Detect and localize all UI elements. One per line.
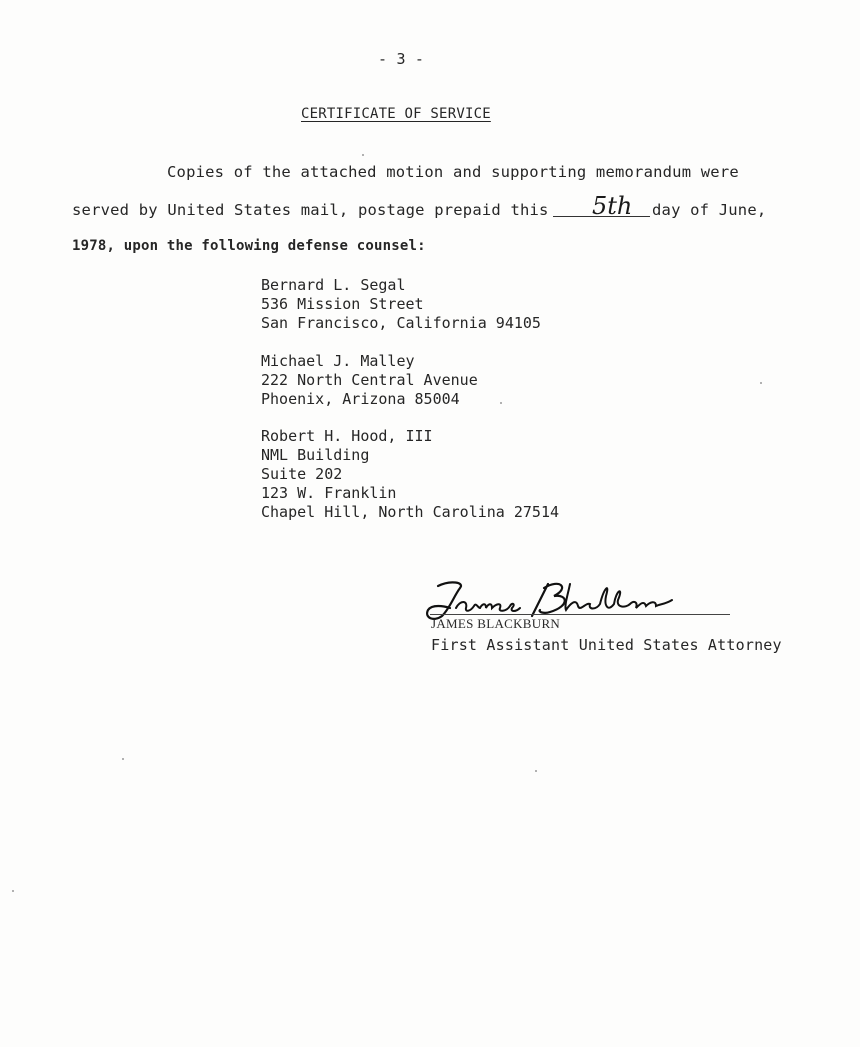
signer-title: First Assistant United States Attorney <box>431 636 782 654</box>
counsel-street: 222 North Central Avenue <box>261 371 478 389</box>
scan-speck <box>535 770 537 772</box>
counsel-street: 536 Mission Street <box>261 295 424 313</box>
page-title: CERTIFICATE OF SERVICE <box>301 106 491 122</box>
counsel-city: Phoenix, Arizona 85004 <box>261 390 460 408</box>
counsel-name: Robert H. Hood, III <box>261 427 433 445</box>
scan-speck <box>500 402 502 404</box>
handwritten-day: 5th <box>592 192 633 220</box>
counsel-building: NML Building <box>261 446 370 464</box>
counsel-street: 123 W. Franklin <box>261 484 397 502</box>
scan-speck <box>362 154 364 156</box>
body-line-3: 1978, upon the following defense counsel: <box>72 238 426 254</box>
scan-speck <box>12 890 14 892</box>
scan-speck <box>760 382 762 384</box>
signature-line <box>430 614 730 615</box>
counsel-address-2 <box>261 352 478 409</box>
counsel-city: Chapel Hill, North Carolina 27514 <box>261 503 560 521</box>
body-line-2-end: day of June, <box>652 201 767 219</box>
body-line-1: Copies of the attached motion and supporting memorandum were <box>167 163 739 181</box>
counsel-address-3 <box>261 427 559 522</box>
counsel-city: San Francisco, California 94105 <box>261 314 541 332</box>
signer-printed-name: JAMES BLACKBURN <box>431 616 561 631</box>
counsel-name: Michael J. Malley <box>261 352 415 370</box>
counsel-address-1 <box>261 276 541 333</box>
page-number: - 3 - <box>378 50 425 68</box>
body-line-2: served by United States mail, postage prepaid this <box>72 201 549 219</box>
counsel-name: Bernard L. Segal <box>261 276 406 294</box>
counsel-suite: Suite 202 <box>261 465 343 483</box>
scan-speck <box>122 758 124 760</box>
